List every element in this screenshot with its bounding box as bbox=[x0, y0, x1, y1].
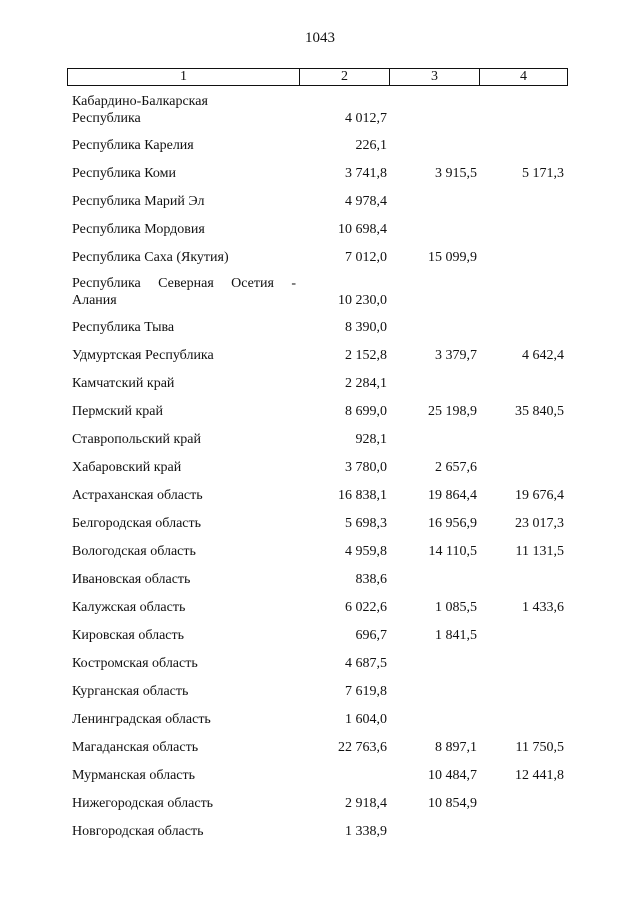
table-row bbox=[0, 426, 640, 454]
region-name-line: Республика Коми bbox=[72, 166, 176, 181]
region-name-line: Ивановская область bbox=[72, 572, 191, 587]
page-number: 1043 bbox=[305, 30, 335, 46]
value-col-3: 25 198,9 bbox=[428, 404, 477, 419]
value-col-3: 2 657,6 bbox=[435, 460, 477, 475]
value-col-2: 838,6 bbox=[355, 572, 387, 587]
region-name bbox=[72, 599, 296, 616]
table-body bbox=[0, 90, 640, 846]
region-name-line: Республика Саха (Якутия) bbox=[72, 250, 229, 265]
value-col-2: 6 022,6 bbox=[345, 600, 387, 615]
table-row bbox=[0, 818, 640, 846]
region-name-line: Ставропольский край bbox=[72, 432, 201, 447]
region-name bbox=[72, 767, 296, 784]
table-row bbox=[0, 342, 640, 370]
table-row bbox=[0, 762, 640, 790]
value-col-2: 8 390,0 bbox=[345, 320, 387, 335]
table-row bbox=[0, 188, 640, 216]
value-col-3: 1 841,5 bbox=[435, 628, 477, 643]
table-row bbox=[0, 734, 640, 762]
table-row bbox=[0, 160, 640, 188]
table-row bbox=[0, 790, 640, 818]
region-name bbox=[72, 249, 296, 266]
value-col-2: 10 698,4 bbox=[338, 222, 387, 237]
region-name bbox=[72, 221, 296, 238]
region-name bbox=[72, 655, 296, 672]
value-col-4: 23 017,3 bbox=[515, 516, 564, 531]
value-col-2: 2 284,1 bbox=[345, 376, 387, 391]
region-name-line: Хабаровский край bbox=[72, 460, 182, 475]
value-col-3: 14 110,5 bbox=[428, 544, 477, 559]
value-col-2: 5 698,3 bbox=[345, 516, 387, 531]
table-row bbox=[0, 538, 640, 566]
value-col-2: 16 838,1 bbox=[338, 488, 387, 503]
value-col-4: 4 642,4 bbox=[522, 348, 564, 363]
region-name-line: Магаданская область bbox=[72, 740, 199, 755]
table-row bbox=[0, 678, 640, 706]
region-name-line: Республика Марий Эл bbox=[72, 194, 205, 209]
value-col-2: 1 338,9 bbox=[345, 824, 387, 839]
table-row bbox=[0, 216, 640, 244]
value-col-3: 19 864,4 bbox=[428, 488, 477, 503]
value-col-4: 5 171,3 bbox=[522, 166, 564, 181]
region-name-line: Республика Тыва bbox=[72, 320, 175, 335]
region-name-line: Белгородская область bbox=[72, 516, 202, 531]
region-name-line: Республика Мордовия bbox=[72, 222, 205, 237]
region-name-line: Вологодская область bbox=[72, 544, 196, 559]
region-name-line: Астраханская область bbox=[72, 488, 203, 503]
region-name-line: Ленинградская область bbox=[72, 712, 211, 727]
value-col-2: 1 604,0 bbox=[345, 712, 387, 727]
column-header-2: 2 bbox=[300, 69, 390, 86]
value-col-4: 11 131,5 bbox=[515, 544, 564, 559]
table-row bbox=[0, 90, 640, 132]
value-col-4: 1 433,6 bbox=[522, 600, 564, 615]
value-col-2: 4 012,7 bbox=[345, 111, 387, 126]
region-name bbox=[72, 739, 296, 756]
region-name bbox=[72, 193, 296, 210]
table-header bbox=[67, 68, 568, 86]
value-col-2: 4 978,4 bbox=[345, 194, 387, 209]
region-name-line: Республика Карелия bbox=[72, 138, 194, 153]
value-col-3: 10 484,7 bbox=[428, 768, 477, 783]
table-row bbox=[0, 566, 640, 594]
region-name bbox=[72, 431, 296, 448]
region-name bbox=[72, 543, 296, 560]
region-name bbox=[72, 165, 296, 182]
value-col-3: 1 085,5 bbox=[435, 600, 477, 615]
region-name bbox=[72, 795, 296, 812]
region-name bbox=[72, 403, 296, 420]
region-name-line: Новгородская область bbox=[72, 824, 204, 839]
value-col-4: 19 676,4 bbox=[515, 488, 564, 503]
value-col-3: 10 854,9 bbox=[428, 796, 477, 811]
region-name bbox=[72, 319, 296, 336]
value-col-3: 3 379,7 bbox=[435, 348, 477, 363]
value-col-2: 3 741,8 bbox=[345, 166, 387, 181]
value-col-3: 8 897,1 bbox=[435, 740, 477, 755]
table-row bbox=[0, 622, 640, 650]
region-name bbox=[72, 515, 296, 532]
table-row bbox=[0, 272, 640, 314]
table-row bbox=[0, 706, 640, 734]
value-col-2: 3 780,0 bbox=[345, 460, 387, 475]
value-col-2: 7 619,8 bbox=[345, 684, 387, 699]
column-header-4: 4 bbox=[480, 69, 568, 86]
value-col-4: 12 441,8 bbox=[515, 768, 564, 783]
value-col-2: 4 959,8 bbox=[345, 544, 387, 559]
region-name bbox=[72, 137, 296, 154]
value-col-2: 2 152,8 bbox=[345, 348, 387, 363]
table-row bbox=[0, 398, 640, 426]
value-col-2: 4 687,5 bbox=[345, 656, 387, 671]
region-name-line: Костромская область bbox=[72, 656, 198, 671]
region-name bbox=[72, 571, 296, 588]
value-col-2: 2 918,4 bbox=[345, 796, 387, 811]
region-name-line: Республика Северная Осетия - bbox=[72, 276, 296, 291]
table-row bbox=[0, 314, 640, 342]
region-name bbox=[72, 683, 296, 700]
region-name-line: Пермский край bbox=[72, 404, 163, 419]
table-row bbox=[0, 482, 640, 510]
region-name-line: Нижегородская область bbox=[72, 796, 214, 811]
table-row bbox=[0, 510, 640, 538]
region-name bbox=[72, 487, 296, 504]
value-col-2: 7 012,0 bbox=[345, 250, 387, 265]
value-col-4: 11 750,5 bbox=[515, 740, 564, 755]
table-row bbox=[0, 370, 640, 398]
value-col-2: 8 699,0 bbox=[345, 404, 387, 419]
region-name-line: Алания bbox=[72, 293, 117, 308]
value-col-4: 35 840,5 bbox=[515, 404, 564, 419]
region-name-line: Кабардино-Балкарская bbox=[72, 94, 208, 109]
region-name-line: Калужская область bbox=[72, 600, 186, 615]
region-name-line: Кировская область bbox=[72, 628, 185, 643]
value-col-2: 696,7 bbox=[355, 628, 387, 643]
region-name-line: Удмуртская Республика bbox=[72, 348, 214, 363]
column-header-3: 3 bbox=[390, 69, 480, 86]
value-col-2: 10 230,0 bbox=[338, 293, 387, 308]
value-col-3: 15 099,9 bbox=[428, 250, 477, 265]
region-name bbox=[72, 93, 296, 127]
value-col-2: 226,1 bbox=[355, 138, 387, 153]
region-name bbox=[72, 823, 296, 840]
region-name bbox=[72, 627, 296, 644]
region-name bbox=[72, 275, 296, 309]
region-name-line: Республика bbox=[72, 111, 141, 126]
table-row bbox=[0, 132, 640, 160]
region-name bbox=[72, 459, 296, 476]
region-name bbox=[72, 347, 296, 364]
region-name-line: Камчатский край bbox=[72, 376, 175, 391]
region-name-line: Мурманская область bbox=[72, 768, 196, 783]
region-name-line: Курганская область bbox=[72, 684, 189, 699]
table-row bbox=[0, 594, 640, 622]
value-col-2: 22 763,6 bbox=[338, 740, 387, 755]
value-col-2: 928,1 bbox=[355, 432, 387, 447]
region-name bbox=[72, 375, 296, 392]
table-row bbox=[0, 244, 640, 272]
column-header-1: 1 bbox=[68, 69, 300, 86]
table-row bbox=[0, 650, 640, 678]
region-name bbox=[72, 711, 296, 728]
value-col-3: 3 915,5 bbox=[435, 166, 477, 181]
table-row bbox=[0, 454, 640, 482]
value-col-3: 16 956,9 bbox=[428, 516, 477, 531]
